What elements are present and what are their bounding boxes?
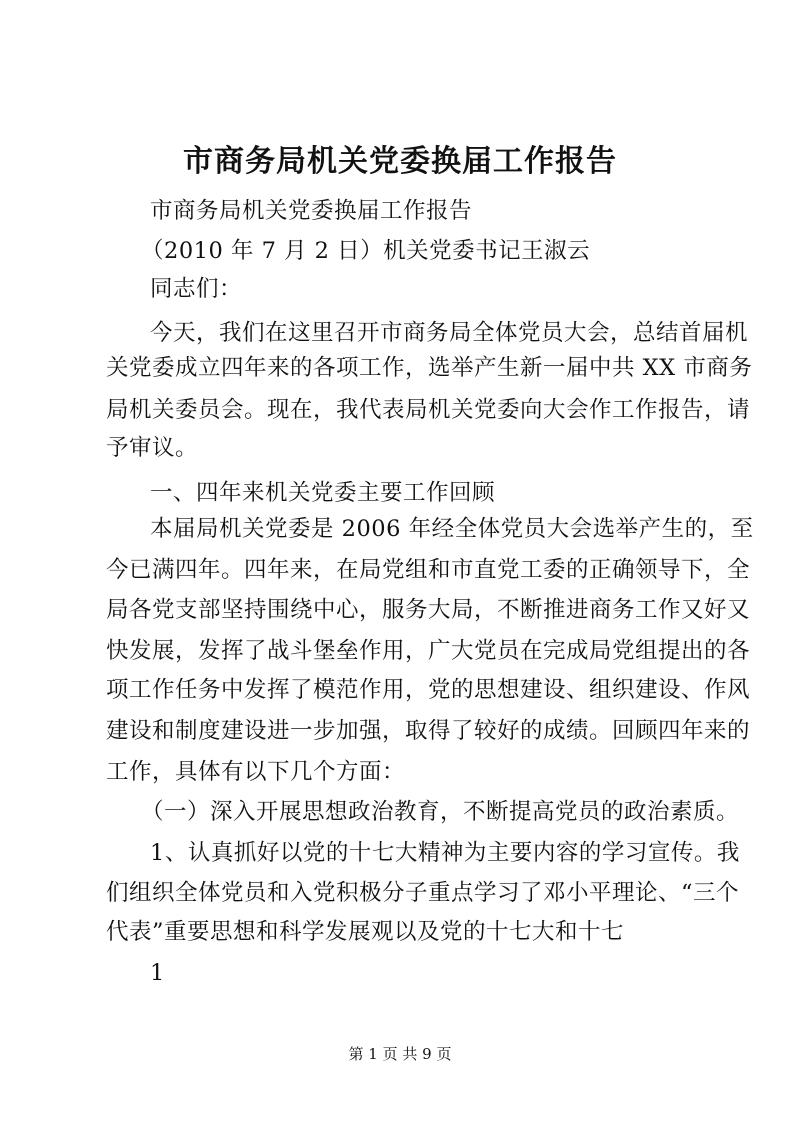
paragraph-line: 代表”重要思想和科学发展观以及党的十七大和十七 bbox=[106, 919, 625, 945]
paragraph-line: 1、认真抓好以党的十七大精神为主要内容的学习宣传。我 bbox=[150, 840, 740, 866]
paragraph-line: 局机关委员会。现在，我代表局机关党委向大会作工作报告，请 bbox=[106, 397, 751, 423]
salutation-line: 同志们： bbox=[150, 276, 243, 302]
document-title: 市商务局机关党委换届工作报告 bbox=[183, 144, 617, 179]
paragraph-line: 项工作任务中发挥了模范作用，党的思想建设、组织建设、作风 bbox=[106, 677, 751, 703]
section-heading: 一、四年来机关党委主要工作回顾 bbox=[150, 480, 496, 506]
paragraph-line: 局各党支部坚持围绕中心，服务大局，不断推进商务工作又好又 bbox=[106, 597, 751, 623]
page-number-in-body: 1 bbox=[150, 960, 165, 986]
paragraph-line: 今天，我们在这里召开市商务局全体党员大会，总结首届机 bbox=[150, 320, 749, 346]
paragraph-line: 予审议。 bbox=[106, 435, 199, 461]
date-author-line: （2010 年 7 月 2 日）机关党委书记王淑云 bbox=[141, 238, 591, 264]
subtitle-line: 市商务局机关党委换届工作报告 bbox=[150, 198, 473, 224]
page-footer: 第 1 页 共 9 页 bbox=[348, 1045, 452, 1063]
paragraph-line: 今已满四年。四年来，在局党组和市直党工委的正确领导下，全 bbox=[106, 557, 751, 583]
subsection-heading: （一）深入开展思想政治教育，不断提高党员的政治素质。 bbox=[141, 799, 740, 825]
paragraph-line: 本届局机关党委是 2006 年经全体党员大会选举产生的，至 bbox=[150, 516, 754, 542]
paragraph-line: 关党委成立四年来的各项工作，选举产生新一届中共 XX 市商务 bbox=[106, 355, 753, 381]
paragraph-line: 们组织全体党员和入党积极分子重点学习了邓小平理论、“三个 bbox=[106, 880, 740, 906]
paragraph-line: 快发展，发挥了战斗堡垒作用，广大党员在完成局党组提出的各 bbox=[106, 638, 751, 664]
paragraph-line: 工作，具体有以下几个方面： bbox=[106, 759, 406, 785]
paragraph-line: 建设和制度建设进一步加强，取得了较好的成绩。回顾四年来的 bbox=[106, 718, 751, 744]
